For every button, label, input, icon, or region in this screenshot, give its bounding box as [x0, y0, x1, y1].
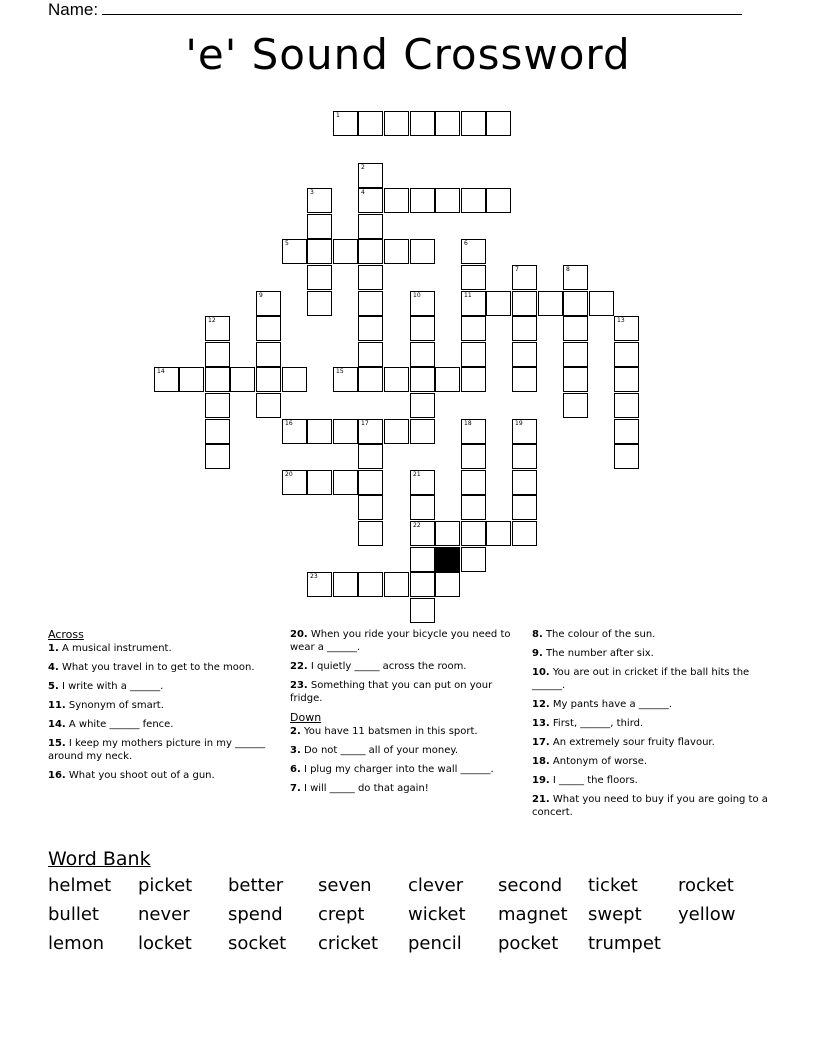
grid-cell[interactable]	[435, 367, 460, 392]
clue-text: The colour of the sun.	[542, 629, 656, 640]
clue-number: 20	[285, 471, 293, 478]
grid-cell[interactable]	[358, 111, 383, 136]
grid-cell[interactable]	[358, 188, 383, 213]
clue-text: What you shoot out of a gun.	[65, 770, 215, 781]
clue-number: 6	[464, 240, 468, 247]
clue-number: 3.	[290, 745, 301, 756]
clue-number: 18	[464, 420, 472, 427]
grid-cell[interactable]	[282, 367, 307, 392]
word-bank-title: Word Bank	[48, 848, 151, 870]
clue-text: Something that you can put on your fridge.	[290, 680, 493, 704]
grid-cell[interactable]	[358, 342, 383, 367]
clue-text: The number after six.	[542, 648, 654, 659]
grid-cell[interactable]	[358, 572, 383, 597]
page-title: 'e' Sound Crossword	[185, 30, 631, 79]
grid-cell[interactable]	[512, 316, 537, 341]
grid-cell[interactable]	[358, 521, 383, 546]
grid-cell[interactable]	[333, 111, 358, 136]
grid-cell[interactable]	[358, 239, 383, 264]
clue-text: What you need to buy if you are going to a concert.	[532, 794, 768, 818]
grid-cell[interactable]	[435, 521, 460, 546]
grid-cell[interactable]	[333, 239, 358, 264]
grid-cell[interactable]	[307, 572, 332, 597]
word-bank-word: locket	[138, 933, 192, 954]
grid-cell[interactable]	[461, 521, 486, 546]
grid-cell[interactable]	[435, 188, 460, 213]
clue-item	[48, 737, 268, 763]
clue-item	[290, 660, 520, 673]
word-bank-word: helmet	[48, 875, 112, 896]
clue-text: I write with a ______.	[58, 681, 164, 692]
grid-cell[interactable]	[512, 521, 537, 546]
word-bank-word: bullet	[48, 904, 99, 925]
clue-number: 2	[361, 164, 365, 171]
clue-number: 4	[361, 189, 365, 196]
clue-text: When you ride your bicycle you need to wear a ______.	[290, 629, 511, 653]
clue-item	[290, 744, 520, 757]
word-bank-word: swept	[588, 904, 642, 925]
grid-cell[interactable]	[358, 265, 383, 290]
word-bank-word: clever	[408, 875, 464, 896]
clue-number: 7	[515, 266, 519, 273]
clue-item	[532, 774, 772, 787]
grid-cell[interactable]	[333, 572, 358, 597]
grid-cell[interactable]	[512, 265, 537, 290]
blocked-cell	[435, 547, 460, 572]
grid-cell[interactable]	[461, 111, 486, 136]
grid-cell[interactable]	[154, 367, 179, 392]
clue-text: My pants have a ______.	[549, 699, 672, 710]
clue-text: A white ______ fence.	[65, 719, 174, 730]
clue-item	[48, 661, 268, 674]
clue-text: Do not _____ all of your money.	[300, 745, 459, 756]
grid-cell[interactable]	[205, 367, 230, 392]
clue-number: 18.	[532, 756, 550, 767]
grid-cell[interactable]	[563, 342, 588, 367]
clue-text: What you travel in to get to the moon.	[58, 662, 255, 673]
clue-text: You are out in cricket if the ball hits the ______.	[532, 667, 750, 691]
clue-number: 3	[310, 189, 314, 196]
grid-cell[interactable]	[410, 188, 435, 213]
clue-number: 9.	[532, 648, 543, 659]
grid-cell[interactable]	[461, 316, 486, 341]
clue-item	[532, 647, 772, 660]
grid-cell[interactable]	[205, 393, 230, 418]
clues-column-1	[48, 628, 268, 788]
grid-cell[interactable]	[205, 444, 230, 469]
grid-cell[interactable]	[538, 291, 563, 316]
clue-item	[532, 666, 772, 692]
clue-number: 22	[413, 522, 421, 529]
grid-cell[interactable]	[256, 367, 281, 392]
across-heading: Across	[48, 628, 84, 641]
grid-cell[interactable]	[563, 291, 588, 316]
grid-cell[interactable]	[358, 316, 383, 341]
grid-cell[interactable]	[307, 265, 332, 290]
clue-number: 5.	[48, 681, 59, 692]
word-bank-word: pocket	[498, 933, 559, 954]
grid-cell[interactable]	[410, 521, 435, 546]
clue-number: 8.	[532, 629, 543, 640]
grid-cell[interactable]	[358, 419, 383, 444]
grid-cell[interactable]	[230, 367, 255, 392]
grid-cell[interactable]	[589, 291, 614, 316]
grid-cell[interactable]	[205, 316, 230, 341]
grid-cell[interactable]	[410, 342, 435, 367]
grid-cell[interactable]	[410, 419, 435, 444]
word-bank-word: lemon	[48, 933, 105, 954]
clue-item	[290, 628, 520, 654]
clue-number: 16	[285, 420, 293, 427]
clue-item	[532, 717, 772, 730]
clue-number: 19	[515, 420, 523, 427]
grid-cell[interactable]	[410, 291, 435, 316]
grid-cell[interactable]	[282, 419, 307, 444]
clue-item	[290, 679, 520, 705]
clue-item	[48, 680, 268, 693]
grid-cell[interactable]	[461, 291, 486, 316]
grid-cell[interactable]	[384, 188, 409, 213]
grid-cell[interactable]	[256, 393, 281, 418]
grid-cell[interactable]	[461, 367, 486, 392]
grid-cell[interactable]	[410, 470, 435, 495]
clue-number: 15	[336, 368, 344, 375]
clue-text: A musical instrument.	[58, 643, 172, 654]
grid-cell[interactable]	[410, 111, 435, 136]
grid-cell[interactable]	[486, 188, 511, 213]
grid-cell[interactable]	[384, 239, 409, 264]
clue-text: I plug my charger into the wall ______.	[300, 764, 494, 775]
clue-item	[48, 718, 268, 731]
clue-item	[290, 725, 520, 738]
clue-number: 13.	[532, 718, 550, 729]
grid-cell[interactable]	[461, 188, 486, 213]
grid-cell[interactable]	[563, 316, 588, 341]
grid-cell[interactable]	[358, 495, 383, 520]
grid-cell[interactable]	[307, 419, 332, 444]
down-heading: Down	[290, 711, 322, 724]
grid-cell[interactable]	[410, 495, 435, 520]
clue-item	[532, 793, 772, 819]
grid-cell[interactable]	[384, 419, 409, 444]
grid-cell[interactable]	[282, 239, 307, 264]
grid-cell[interactable]	[461, 342, 486, 367]
word-bank-word: never	[138, 904, 190, 925]
clue-text: First, ______, third.	[549, 718, 644, 729]
word-bank-word: better	[228, 875, 284, 896]
grid-cell[interactable]	[358, 163, 383, 188]
grid-cell[interactable]	[461, 239, 486, 264]
word-bank-word: magnet	[498, 904, 568, 925]
grid-cell[interactable]	[307, 470, 332, 495]
name-label: Name:	[48, 0, 99, 19]
grid-cell[interactable]	[512, 470, 537, 495]
grid-cell[interactable]	[486, 521, 511, 546]
clue-number: 15.	[48, 738, 66, 749]
clue-text: I _____ the floors.	[549, 775, 638, 786]
clue-text: Antonym of worse.	[549, 756, 648, 767]
grid-cell[interactable]	[358, 444, 383, 469]
grid-cell[interactable]	[358, 470, 383, 495]
clue-number: 10	[413, 292, 421, 299]
clue-number: 11	[464, 292, 472, 299]
grid-cell[interactable]	[614, 393, 639, 418]
clue-number: 9	[259, 292, 263, 299]
grid-cell[interactable]	[410, 316, 435, 341]
clue-number: 21	[413, 471, 421, 478]
clue-number: 14.	[48, 719, 66, 730]
grid-cell[interactable]	[384, 111, 409, 136]
clue-number: 1	[336, 112, 340, 119]
grid-cell[interactable]	[563, 367, 588, 392]
grid-cell[interactable]	[614, 367, 639, 392]
grid-cell[interactable]	[486, 111, 511, 136]
grid-cell[interactable]	[435, 111, 460, 136]
grid-cell[interactable]	[282, 470, 307, 495]
clue-item	[532, 755, 772, 768]
clue-number: 23.	[290, 680, 308, 691]
grid-cell[interactable]	[410, 239, 435, 264]
clue-number: 11.	[48, 700, 66, 711]
clue-number: 20.	[290, 629, 308, 640]
clue-text: I will _____ do that again!	[300, 783, 429, 794]
grid-cell[interactable]	[512, 495, 537, 520]
clue-number: 14	[157, 368, 165, 375]
grid-cell[interactable]	[614, 419, 639, 444]
clue-item	[290, 763, 520, 776]
clue-number: 17.	[532, 737, 550, 748]
clue-item	[532, 698, 772, 711]
grid-cell[interactable]	[179, 367, 204, 392]
clue-text: I quietly _____ across the room.	[307, 661, 467, 672]
grid-cell[interactable]	[461, 547, 486, 572]
clue-text: You have 11 batsmen in this sport.	[300, 726, 478, 737]
grid-cell[interactable]	[512, 367, 537, 392]
grid-cell[interactable]	[614, 316, 639, 341]
grid-cell[interactable]	[563, 265, 588, 290]
grid-cell[interactable]	[614, 342, 639, 367]
clue-number: 22.	[290, 661, 308, 672]
word-bank-word: rocket	[678, 875, 734, 896]
clue-item	[290, 782, 520, 795]
clue-number: 4.	[48, 662, 59, 673]
clue-item	[532, 736, 772, 749]
grid-cell[interactable]	[461, 265, 486, 290]
clue-number: 19.	[532, 775, 550, 786]
grid-cell[interactable]	[256, 342, 281, 367]
word-bank-word: crept	[318, 904, 365, 925]
word-bank-word: trumpet	[588, 933, 661, 954]
grid-cell[interactable]	[410, 547, 435, 572]
word-bank-word: seven	[318, 875, 372, 896]
clue-number: 2.	[290, 726, 301, 737]
grid-cell[interactable]	[512, 444, 537, 469]
clue-number: 12.	[532, 699, 550, 710]
grid-cell[interactable]	[563, 393, 588, 418]
grid-cell[interactable]	[256, 291, 281, 316]
clue-number: 7.	[290, 783, 301, 794]
word-bank-word: pencil	[408, 933, 462, 954]
grid-cell[interactable]	[614, 444, 639, 469]
clues-column-2	[290, 628, 520, 801]
grid-cell[interactable]	[307, 291, 332, 316]
word-bank-word: socket	[228, 933, 287, 954]
grid-cell[interactable]	[486, 291, 511, 316]
clue-number: 5	[285, 240, 289, 247]
clue-number: 23	[310, 573, 318, 580]
grid-cell[interactable]	[512, 342, 537, 367]
clue-item	[48, 642, 268, 655]
clue-number: 16.	[48, 770, 66, 781]
grid-cell[interactable]	[512, 291, 537, 316]
grid-cell[interactable]	[307, 239, 332, 264]
clue-number: 13	[617, 317, 625, 324]
grid-cell[interactable]	[410, 367, 435, 392]
grid-cell[interactable]	[333, 419, 358, 444]
clue-item	[532, 628, 772, 641]
clue-number: 17	[361, 420, 369, 427]
grid-cell[interactable]	[358, 291, 383, 316]
grid-cell[interactable]	[358, 214, 383, 239]
grid-cell[interactable]	[461, 444, 486, 469]
word-bank-word: yellow	[678, 904, 736, 925]
clue-number: 6.	[290, 764, 301, 775]
word-bank	[48, 875, 768, 954]
word-bank-word: wicket	[408, 904, 466, 925]
grid-cell[interactable]	[256, 316, 281, 341]
grid-cell[interactable]	[512, 419, 537, 444]
grid-cell[interactable]	[333, 470, 358, 495]
word-bank-word: spend	[228, 904, 283, 925]
clue-text: I keep my mothers picture in my ______ around my neck.	[48, 738, 266, 762]
grid-cell[interactable]	[333, 367, 358, 392]
grid-cell[interactable]	[384, 367, 409, 392]
clue-number: 1.	[48, 643, 59, 654]
grid-cell[interactable]	[410, 393, 435, 418]
clue-item	[48, 699, 268, 712]
word-bank-word: ticket	[588, 875, 638, 896]
clue-text: Synonym of smart.	[65, 700, 164, 711]
grid-cell[interactable]	[384, 572, 409, 597]
grid-cell[interactable]	[307, 214, 332, 239]
word-bank-word: cricket	[318, 933, 379, 954]
grid-cell[interactable]	[307, 188, 332, 213]
grid-cell[interactable]	[461, 495, 486, 520]
grid-cell[interactable]	[435, 572, 460, 597]
clue-number: 21.	[532, 794, 550, 805]
clues-column-3	[532, 628, 772, 825]
clue-number: 8	[566, 266, 570, 273]
grid-cell[interactable]	[461, 419, 486, 444]
word-bank-word: picket	[138, 875, 193, 896]
clue-text: An extremely sour fruity flavour.	[549, 737, 715, 748]
word-bank-word: second	[498, 875, 563, 896]
grid-cell[interactable]	[358, 367, 383, 392]
grid-cell[interactable]	[410, 572, 435, 597]
grid-cell[interactable]	[205, 342, 230, 367]
clue-number: 12	[208, 317, 216, 324]
clue-item	[48, 769, 268, 782]
grid-cell[interactable]	[461, 470, 486, 495]
clue-number: 10.	[532, 667, 550, 678]
grid-cell[interactable]	[205, 419, 230, 444]
grid-cell[interactable]	[410, 598, 435, 623]
